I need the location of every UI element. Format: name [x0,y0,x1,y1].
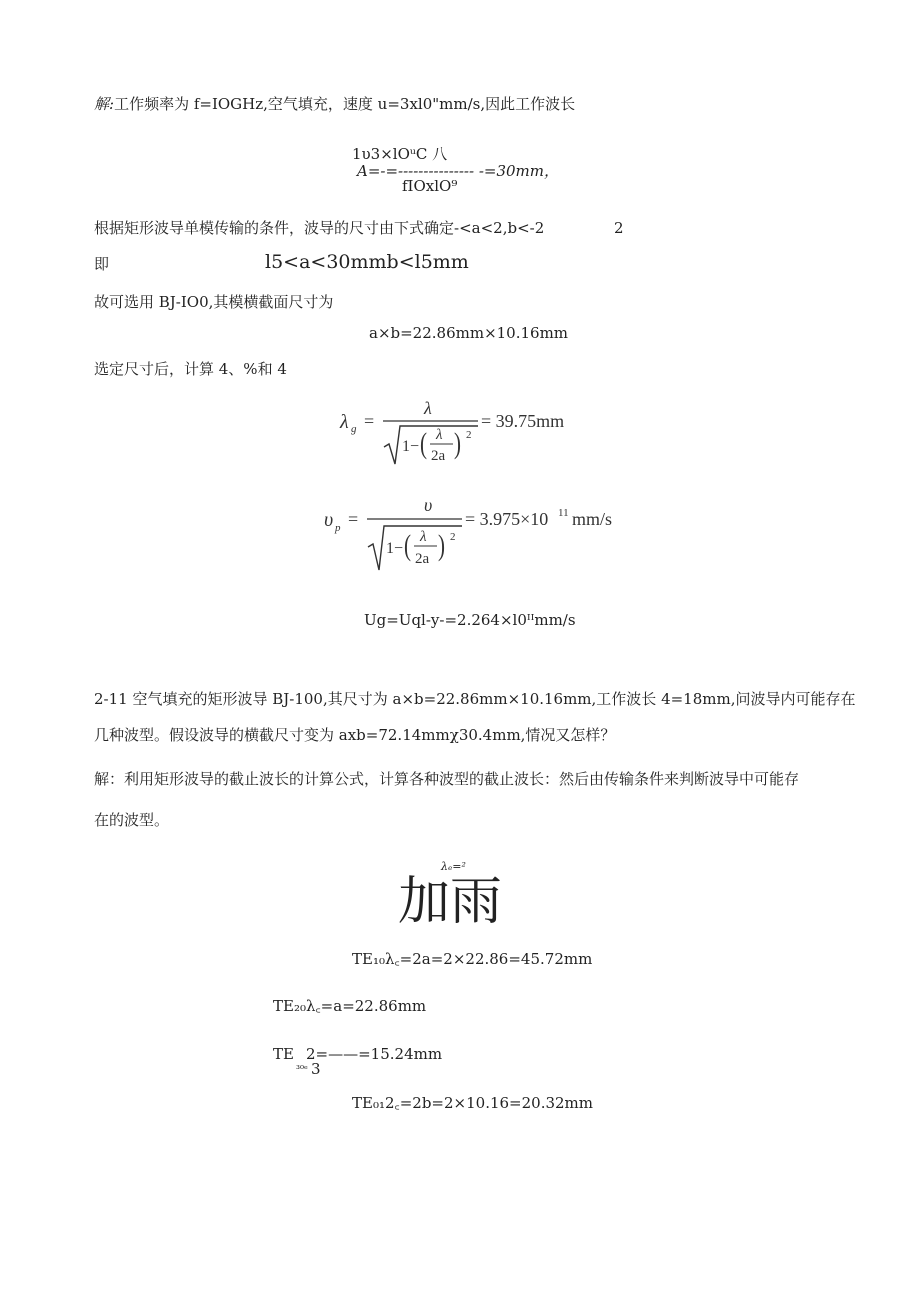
lambda-equation: A=-=--------------- -=30mm， [357,162,560,180]
vp-lhs: υ [324,509,334,531]
svg-text:=: = [364,411,375,431]
lambda-g-formula [338,392,578,474]
vp-sub: p [335,522,341,534]
te01-line: TE₀₁2꜀=2b=2×10.16=20.32mm [352,1094,594,1112]
lambda-g-result: = 39.75mm [481,411,565,431]
waveguide-dims: a×b=22.86mm×10.16mm [369,324,569,342]
vp-frac-den: 2a [415,551,430,567]
vp-sq: 2 [450,531,456,543]
te30-denominator: 3 [311,1060,321,1078]
problem-2-11-line2: 几种波型。假设波导的横截尺寸变为 axb=72.14mmχ30.4mm,情况又怎样？ [94,726,616,744]
lambda-c-label: λₑ=² [441,860,466,873]
big-glyphs: 加雨 [398,872,503,932]
svg-text:(: ( [404,528,411,562]
vp-exp: 11 [558,507,569,519]
single-mode-two: 2 [614,219,624,237]
intro-line [94,95,575,113]
choose-waveguide: 故可选用 BJ-IO0,其模横截面尺寸为 [94,293,334,311]
svg-text:): ) [454,426,461,460]
svg-text:=: = [348,509,359,529]
te10-line: TE₁₀λ꜀=2a=2×22.86=45.72mm [352,950,593,968]
problem-2-11-line1: 2-11 空气填充的矩形波导 BJ-100,其尺寸为 a×b=22.86mm×10.16mm,工作波长 4=18mm,问波导内可能存在 [94,690,856,708]
vp-formula [322,490,622,578]
vp-unit: mm/s [572,509,613,529]
te30-equation: 2=——=15.24mm [306,1045,443,1063]
after-choose-text: 选定尺寸后，计算 4、%和 4 [94,360,287,378]
svg-text:(: ( [420,426,427,460]
vp-frac-num: λ [420,529,427,545]
lambda-g-one: 1− [402,438,420,455]
te20-line: TE₂₀λ꜀=a=22.86mm [273,997,427,1015]
ji-label: 即 [94,255,110,273]
intro-text: 工作频率为 f=IOGHz,空气填充，速度 u=3xl0"mm∕s,因此工作波长 [114,95,576,113]
lambda-g-sq: 2 [466,429,472,441]
te30-label: TE [273,1045,294,1063]
single-mode-condition: 根据矩形波导单模传输的条件，波导的尺寸由下式确定-<a<2,b<-2 [94,219,545,237]
vp-result: = 3.975×10 [465,509,549,529]
solution-2-11-line2: 在的波型。 [94,811,170,829]
svg-text:): ) [438,528,445,562]
lambda-g-lhs: λ [340,411,349,433]
lambda-g-frac-den: 2a [431,448,446,464]
lambda-g-frac-num: λ [436,427,443,443]
vp-one: 1− [386,540,404,557]
lambda-numerator: 1υ3×lOᵘC 八 [352,145,448,163]
solution-2-11-line1: 解：利用矩形波导的截止波长的计算公式，计算各种波型的截止波长：然后由传输条件来判断波导中可能存 [94,770,800,788]
lambda-denominator: fIOxlO⁹ [402,177,458,195]
te30-sub: ₃₀ₑ [296,1061,308,1072]
lambda-g-num: λ [424,398,432,418]
vp-num: υ [424,495,433,515]
range-formula: l5<a<30mmb<l5mm [265,251,469,273]
ug-line: Ug=Uql-y-=2.264×l0ᴵᴵmm∕s [364,611,576,629]
lambda-g-sub: g [351,423,357,435]
intro-prefix: 解: [94,95,115,113]
